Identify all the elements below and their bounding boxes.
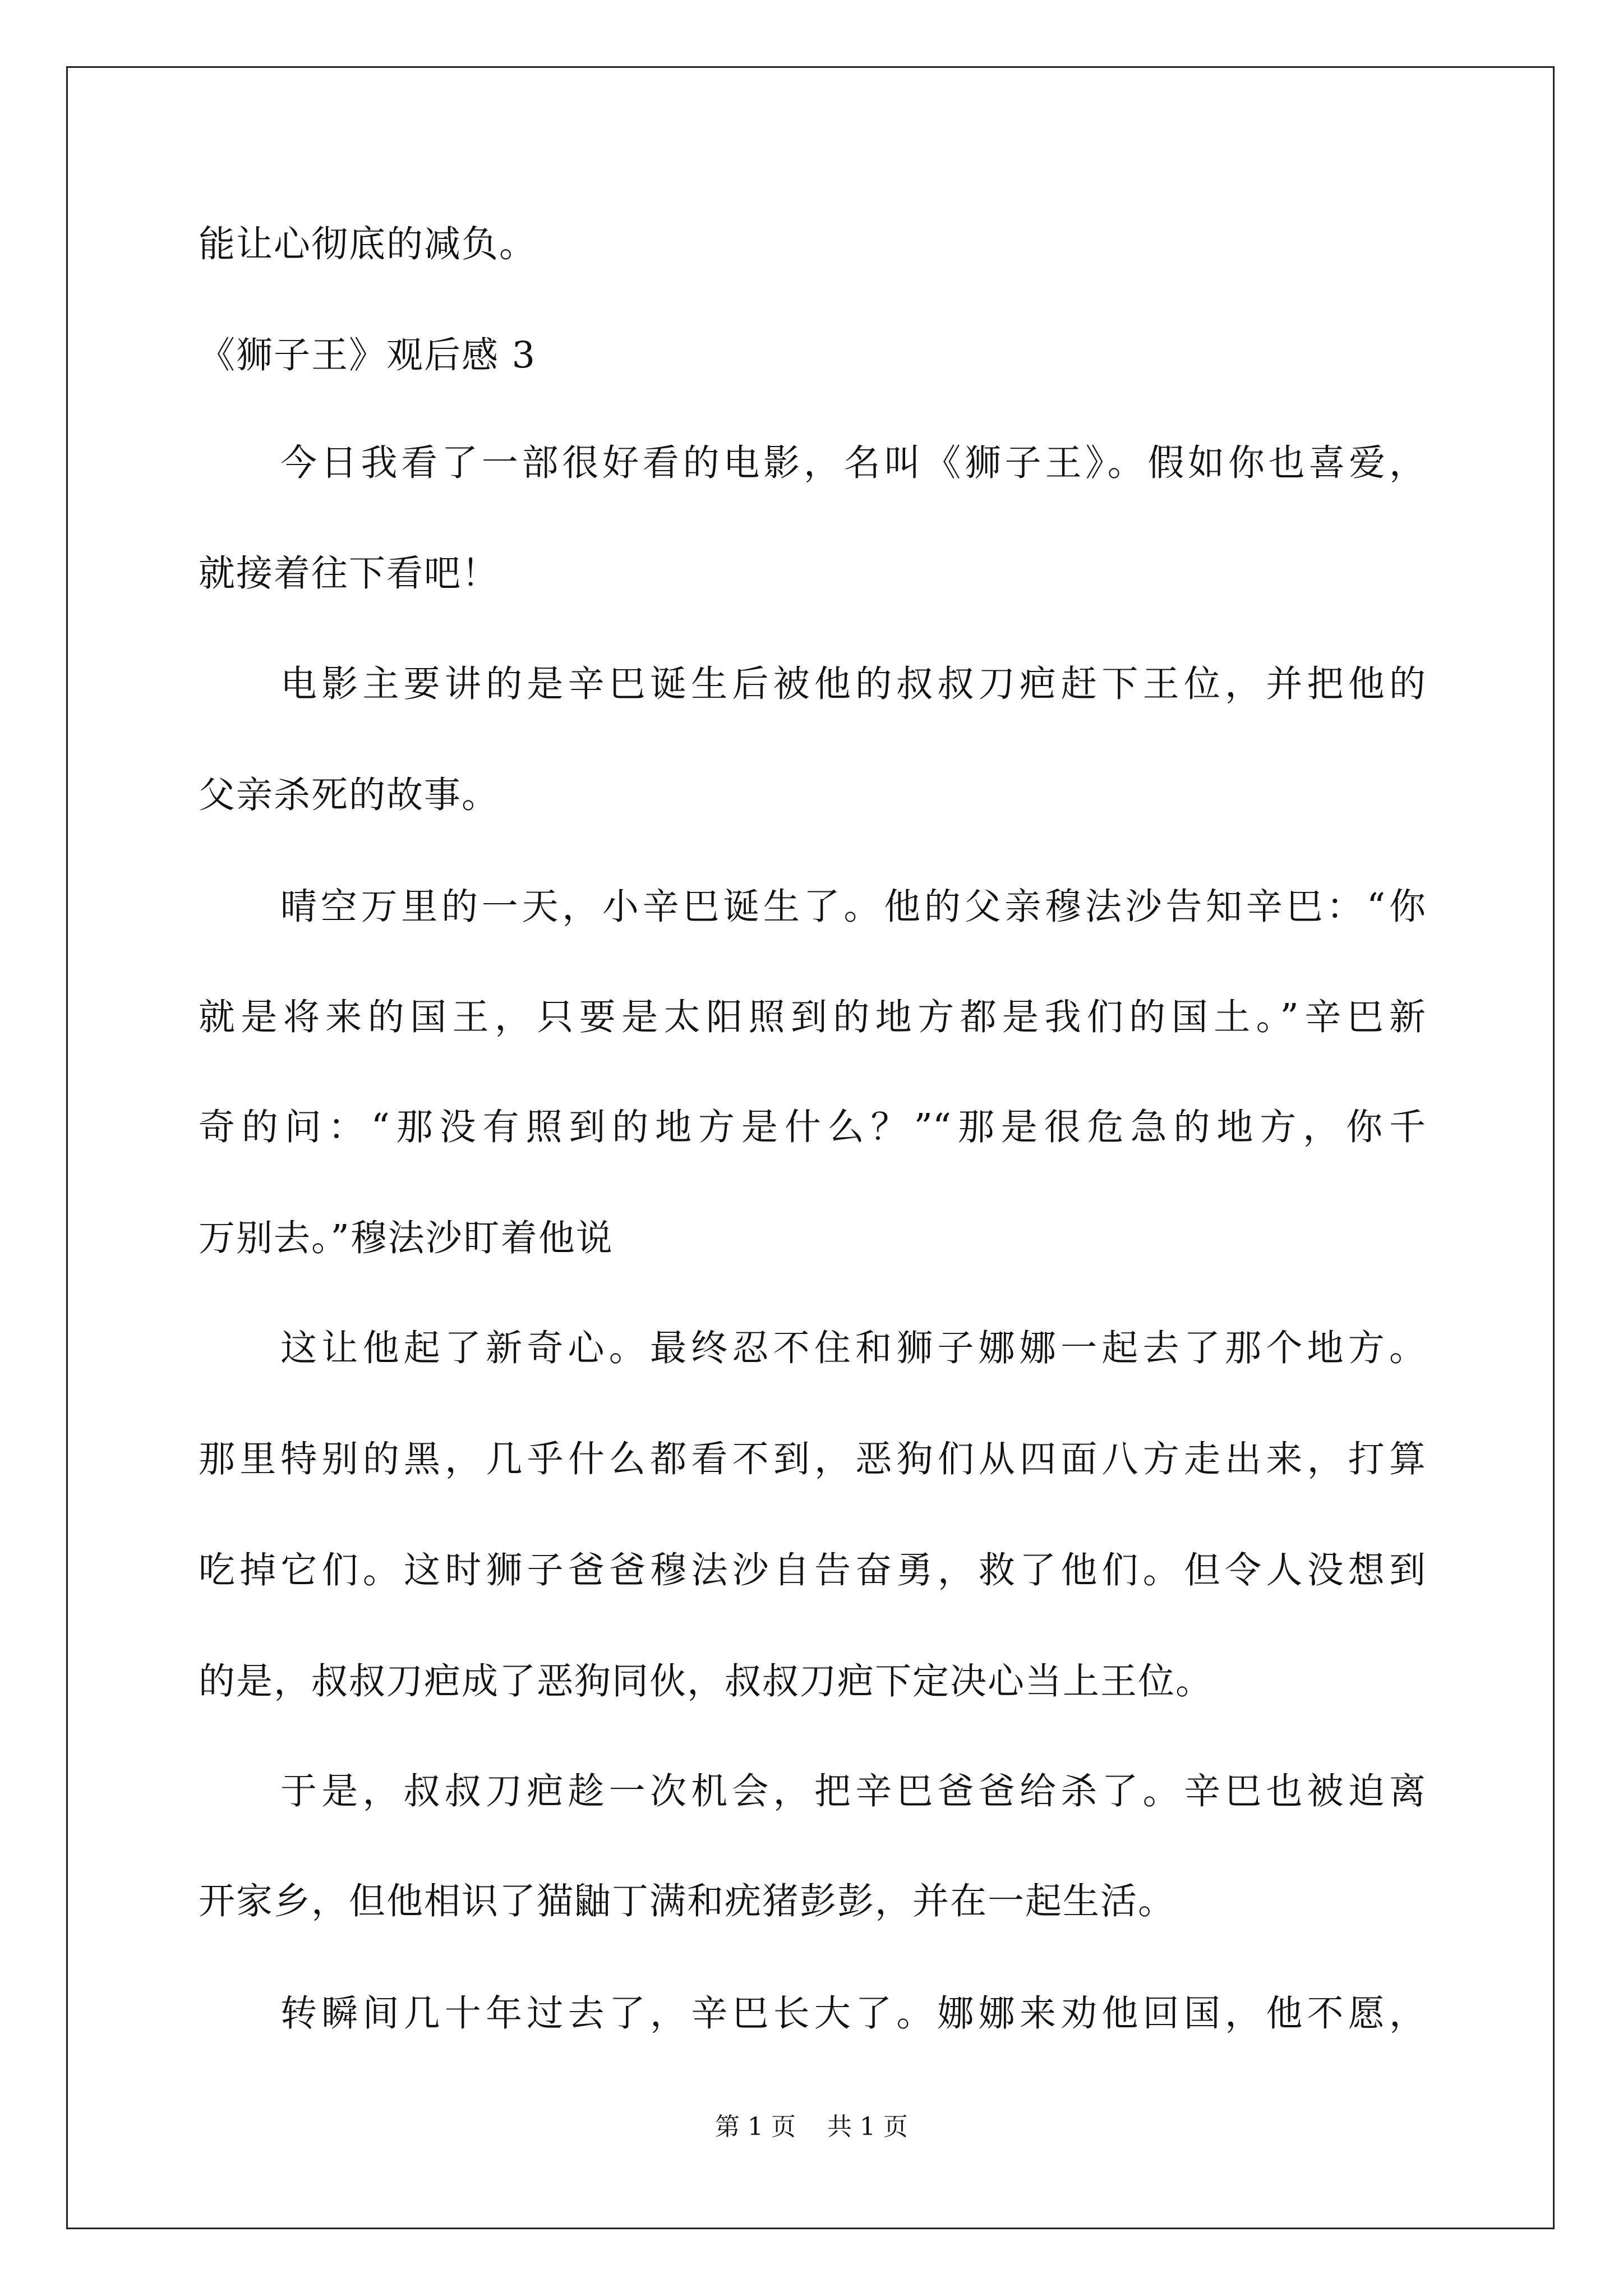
text-line-4: 就接着往下看吧！ xyxy=(199,553,500,595)
text-line-10: 万别去。”穆法沙盯着他说 xyxy=(199,1217,614,1259)
text-line-17: 转瞬间几十年过去了，辛巴长大了。娜娜来劝他回国，他不愿， xyxy=(280,1993,1426,2035)
text-line-11: 这让他起了新奇心。最终忍不住和狮子娜娜一起去了那个地方。 xyxy=(280,1327,1426,1369)
page-footer: 第 1 页 共 1 页 xyxy=(715,2113,908,2141)
text-line-1: 能让心彻底的减负。 xyxy=(199,223,537,265)
text-line-14: 的是，叔叔刀疤成了恶狗同伙，叔叔刀疤下定决心当上王位。 xyxy=(199,1660,1214,1703)
text-line-9: 奇的问：“那没有照到的地方是什么？”“那是很危急的地方，你千 xyxy=(199,1106,1426,1148)
text-line-5: 电影主要讲的是辛巴诞生后被他的叔叔刀疤赶下王位，并把他的 xyxy=(280,663,1426,705)
section-title: 《狮子王》观后感 3 xyxy=(199,334,537,376)
text-line-7: 晴空万里的一天，小辛巴诞生了。他的父亲穆法沙告知辛巴：“你 xyxy=(280,886,1426,928)
text-line-15: 于是，叔叔刀疤趁一次机会，把辛巴爸爸给杀了。辛巴也被迫离 xyxy=(280,1770,1426,1812)
text-line-6: 父亲杀死的故事。 xyxy=(199,774,500,816)
text-line-12: 那里特别的黑，几乎什么都看不到，恶狗们从四面八方走出来，打算 xyxy=(199,1438,1426,1480)
text-line-8: 就是将来的国王，只要是太阳照到的地方都是我们的国土。”辛巴新 xyxy=(199,996,1426,1038)
text-line-13: 吃掉它们。这时狮子爸爸穆法沙自告奋勇，救了他们。但令人没想到 xyxy=(199,1549,1426,1591)
text-line-3: 今日我看了一部很好看的电影，名叫《狮子王》。假如你也喜爱， xyxy=(280,442,1426,484)
text-line-16: 开家乡，但他相识了猫鼬丁满和疣猪彭彭，并在一起生活。 xyxy=(199,1880,1176,1922)
